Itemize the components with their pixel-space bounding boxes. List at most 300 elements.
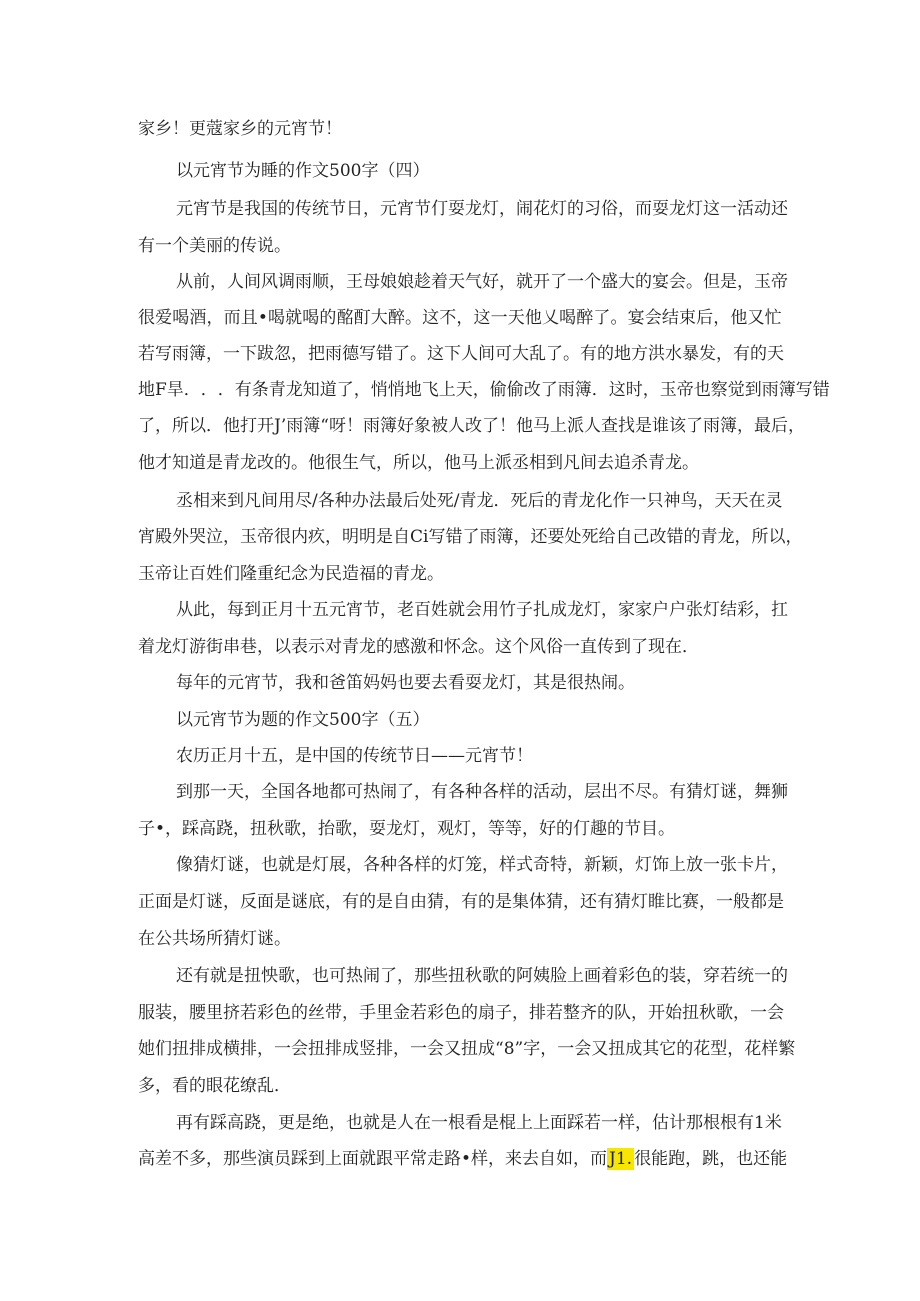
char: 自: [615, 527, 633, 547]
char: 片: [754, 855, 771, 875]
char: 了: [380, 966, 397, 986]
char: 这: [608, 380, 626, 400]
char: 把: [308, 344, 325, 364]
char: 猜: [686, 782, 703, 802]
char: 簿: [379, 416, 397, 436]
char: 那: [193, 782, 210, 802]
char: 睢: [648, 892, 665, 912]
char: 宵: [397, 199, 414, 219]
char: i: [423, 527, 429, 547]
char: 面: [550, 1113, 567, 1133]
char: 时: [625, 380, 643, 400]
char: 家: [635, 600, 652, 620]
char: 结: [720, 600, 737, 620]
char: 一: [557, 1039, 575, 1059]
char: ，: [601, 600, 618, 620]
char: 种: [334, 491, 352, 511]
char: 式: [516, 855, 533, 875]
char: 宴: [652, 272, 669, 292]
char: 高: [227, 1113, 244, 1133]
text-line: [176, 1112, 782, 1134]
char: 动: [550, 782, 567, 802]
char: 脸: [550, 966, 567, 986]
char: 根: [720, 1113, 737, 1133]
char: 有: [193, 1113, 210, 1133]
char: 一: [567, 272, 584, 292]
char: 但: [703, 272, 720, 292]
char: 这: [422, 308, 440, 328]
char: ，: [618, 855, 635, 875]
char: 找: [617, 416, 635, 436]
char: 悄: [370, 380, 388, 400]
char: 有: [669, 782, 686, 802]
char: 大: [618, 272, 635, 292]
char: 偷: [506, 380, 524, 400]
char: 。: [405, 308, 423, 328]
text-line: [138, 1002, 782, 1024]
char: 。: [652, 782, 669, 802]
char: 知: [302, 380, 320, 400]
char: 地: [312, 782, 329, 802]
char: 的: [750, 344, 767, 364]
char: 暴: [682, 344, 699, 364]
char: 计: [669, 1113, 686, 1133]
text-line: [138, 1038, 796, 1060]
char: /: [312, 491, 318, 511]
text-line: [138, 379, 830, 401]
char: 了: [550, 272, 567, 292]
char: 一: [410, 1039, 427, 1059]
char: ，: [329, 272, 346, 292]
char: 他: [515, 416, 533, 436]
char: 查: [600, 416, 618, 436]
char: 在: [414, 1113, 431, 1133]
char: 了: [546, 344, 563, 364]
char: 看: [465, 1113, 482, 1133]
char: 有: [737, 1113, 754, 1133]
char: ，: [329, 1113, 346, 1133]
char: 她: [138, 1039, 155, 1059]
char: ，: [512, 1003, 529, 1023]
char: 排: [325, 1039, 342, 1059]
char: 的: [567, 199, 584, 219]
char: 大: [370, 308, 388, 328]
char: 水: [665, 344, 682, 364]
char: 统: [312, 199, 329, 219]
char: 姓: [431, 600, 448, 620]
char: 从: [176, 272, 193, 292]
char: 所: [172, 416, 189, 436]
char: 呀: [328, 416, 346, 436]
char: ，: [346, 855, 363, 875]
char: 结: [661, 308, 679, 328]
char: 风: [261, 272, 278, 292]
char: 老: [397, 600, 414, 620]
char: 那: [414, 966, 431, 986]
char: 内: [291, 527, 308, 547]
char: 酩: [336, 308, 354, 328]
char: 秋: [465, 966, 482, 986]
char: 有: [342, 892, 359, 912]
char: 彩: [618, 966, 635, 986]
char: 喝: [268, 308, 286, 328]
char: 歌: [716, 1003, 733, 1023]
char: 喝: [302, 308, 320, 328]
char: 用: [482, 600, 499, 620]
char: 了: [336, 380, 354, 400]
char: 的: [291, 1003, 308, 1023]
char: 灯: [550, 199, 567, 219]
char: 又: [591, 1039, 609, 1059]
char: 殿: [155, 527, 172, 547]
char: 的: [278, 199, 295, 219]
char: ’: [280, 416, 287, 436]
char: 子: [495, 1003, 512, 1023]
char: 会: [767, 1003, 784, 1023]
char: 簿: [303, 416, 321, 436]
char: 一: [750, 1003, 767, 1023]
char: 月: [278, 600, 295, 620]
char: 天: [731, 491, 749, 511]
char: 宵: [138, 527, 155, 547]
char: ，: [414, 782, 431, 802]
char: 。: [563, 344, 580, 364]
char: 扭: [244, 966, 261, 986]
char: 可: [329, 966, 346, 986]
char: 扛: [771, 600, 788, 620]
char: 簿: [778, 380, 796, 400]
char: 有: [580, 344, 597, 364]
char: 踩: [210, 1113, 227, 1133]
char: 各: [317, 491, 335, 511]
char: 始: [665, 1003, 682, 1023]
char: 。: [686, 272, 703, 292]
char: 各: [295, 782, 312, 802]
text-line: 多，看的眼花缭乱．: [138, 1076, 291, 1096]
char: 大: [512, 344, 529, 364]
char: ，: [155, 416, 172, 436]
char: 就: [448, 600, 465, 620]
char: 天: [455, 380, 473, 400]
char: 青: [561, 491, 579, 511]
char: 其: [642, 1039, 660, 1059]
char: 一: [274, 1039, 291, 1059]
char: 王: [346, 272, 363, 292]
char: ，: [733, 1003, 750, 1023]
char: 底: [308, 892, 325, 912]
char: 灯: [635, 855, 652, 875]
char: 一: [223, 344, 240, 364]
char: 会: [644, 308, 662, 328]
char: 偷: [489, 380, 507, 400]
char: 竖: [359, 1039, 376, 1059]
char: 色: [635, 966, 652, 986]
char: 竹: [499, 600, 516, 620]
char: 喝: [172, 308, 190, 328]
char: ，: [736, 416, 754, 436]
char: 成: [478, 1039, 495, 1059]
char: 龙: [717, 527, 735, 547]
char: 展: [329, 855, 346, 875]
char: 在: [748, 491, 766, 511]
char: 来: [210, 491, 227, 511]
text-line: [138, 415, 805, 437]
char: ，: [342, 1003, 359, 1023]
char: 节: [210, 199, 227, 219]
char: 样: [499, 782, 516, 802]
char: 娘: [380, 272, 397, 292]
char: 赛: [682, 892, 699, 912]
char: ，: [393, 1039, 410, 1059]
char: 排: [529, 1003, 546, 1023]
char: 地: [404, 380, 422, 400]
char: 法: [368, 491, 386, 511]
char: 条: [251, 380, 269, 400]
char: 飞: [421, 380, 439, 400]
char: 后: [696, 308, 714, 328]
char: 了: [397, 782, 414, 802]
char: 写: [428, 527, 446, 547]
char: 错: [666, 527, 684, 547]
char: 张: [686, 600, 703, 620]
char: 装: [155, 1003, 172, 1023]
char: 酊: [353, 308, 371, 328]
char: 元: [329, 600, 346, 620]
char: ，: [325, 892, 342, 912]
char: 人: [583, 416, 601, 436]
char: 就: [516, 272, 533, 292]
char: 型: [710, 1039, 728, 1059]
char: 扭: [682, 1003, 699, 1023]
char: ，: [754, 600, 771, 620]
char: 挤: [223, 1003, 240, 1023]
char: 发: [699, 344, 716, 364]
text-line: 子•，踩高跷，扭秋歌，抬歌，耍龙灯，观灯，等等，好的仃趣的节目。: [138, 819, 676, 839]
char: 气: [465, 272, 482, 292]
char: 各: [397, 855, 414, 875]
char: 耍: [448, 199, 465, 219]
char: 还: [530, 527, 548, 547]
char: 横: [223, 1039, 240, 1059]
char: 也: [312, 966, 329, 986]
char: 上: [549, 416, 567, 436]
text-line: [176, 854, 788, 876]
char: ，: [353, 380, 371, 400]
char: ，: [618, 199, 635, 219]
char: 也: [261, 855, 278, 875]
text-line: [176, 271, 788, 293]
char: 了: [462, 527, 480, 547]
char: 雨: [702, 416, 720, 436]
char: 了: [685, 416, 703, 436]
char: 是: [295, 855, 312, 875]
text-line: 每年的元宵节，我和爸笛妈妈也要去看耍龙灯，其是很热闹。: [176, 673, 635, 693]
char: 雨: [761, 380, 779, 400]
char: 趁: [414, 272, 431, 292]
char: 会: [465, 600, 482, 620]
char: ．: [217, 380, 235, 400]
char: 是: [482, 1113, 499, 1133]
text-line: [138, 526, 803, 548]
char: 装: [669, 966, 686, 986]
char: 些: [431, 966, 448, 986]
char: 还: [176, 966, 193, 986]
char: 明: [342, 527, 359, 547]
char: 帝: [257, 527, 274, 547]
char: F: [155, 380, 167, 400]
char: 的: [319, 308, 337, 328]
char: 最: [385, 491, 403, 511]
char: 天: [227, 782, 244, 802]
char: 排: [376, 1039, 393, 1059]
char: 而: [635, 199, 652, 219]
char: 谁: [651, 416, 669, 436]
char: 龙: [476, 491, 494, 511]
char: 给: [598, 527, 616, 547]
char: 不: [439, 308, 457, 328]
char: 有: [234, 380, 252, 400]
char: 的: [771, 966, 788, 986]
char: 更: [278, 1113, 295, 1133]
char: 天: [448, 272, 465, 292]
char: 狮: [771, 782, 788, 802]
char: 后: [402, 491, 420, 511]
char: 簿: [719, 416, 737, 436]
char: 歌: [278, 966, 295, 986]
text-line: [176, 490, 782, 512]
char: 户: [669, 600, 686, 620]
char: 元: [176, 199, 193, 219]
char: 张: [720, 855, 737, 875]
char: ，: [172, 1003, 189, 1023]
char: 传: [295, 199, 312, 219]
char: 被: [430, 416, 448, 436]
char: 国: [261, 199, 278, 219]
char: 爱: [155, 308, 173, 328]
char: 后: [527, 491, 545, 511]
char: 自: [393, 527, 410, 547]
char: 娘: [397, 272, 414, 292]
char: 也: [346, 1113, 363, 1133]
char: 样: [499, 855, 516, 875]
char: 他: [730, 308, 748, 328]
char: 地: [138, 380, 155, 400]
char: 人: [461, 344, 478, 364]
char: 雨: [479, 527, 497, 547]
char: 花: [693, 1039, 711, 1059]
char: 了: [481, 416, 499, 436]
char: 统: [737, 966, 754, 986]
char: ，: [727, 1039, 745, 1059]
char: 的: [597, 344, 614, 364]
char: C: [410, 527, 424, 547]
char: 色: [444, 1003, 461, 1023]
char: 了: [593, 308, 611, 328]
char: 醉: [576, 308, 594, 328]
char: 上: [516, 1113, 533, 1133]
char: ．: [200, 380, 218, 400]
char: 错: [812, 380, 830, 400]
char: 扭: [308, 1039, 325, 1059]
char: 一: [720, 199, 737, 219]
char: 且: [240, 308, 258, 328]
char: 间: [261, 491, 278, 511]
char: 青: [700, 527, 718, 547]
char: 特: [550, 855, 567, 875]
char: 灯: [703, 782, 720, 802]
char: ，: [206, 344, 223, 364]
char: 可: [495, 344, 512, 364]
char: 簿: [496, 527, 514, 547]
char: 踩: [567, 1113, 584, 1133]
char: 很: [274, 527, 291, 547]
char: 以: [189, 416, 206, 436]
char: 国: [278, 782, 295, 802]
char: 了: [540, 380, 558, 400]
char: 洪: [648, 344, 665, 364]
char: 根: [448, 1113, 465, 1133]
char: 灯: [584, 600, 601, 620]
char: 的: [499, 966, 516, 986]
char: 是: [172, 892, 189, 912]
char: 习: [584, 199, 601, 219]
char: 笼: [465, 855, 482, 875]
char: 样: [761, 1039, 779, 1059]
char: 反: [240, 892, 257, 912]
char: ，: [210, 600, 227, 620]
char: 不: [618, 782, 635, 802]
char: 死: [436, 491, 454, 511]
char: 根: [703, 1113, 720, 1133]
char: 泣: [206, 527, 223, 547]
char: 穿: [703, 966, 720, 986]
char: 活: [533, 782, 550, 802]
char: 调: [278, 272, 295, 292]
char: ，: [713, 308, 731, 328]
char: 子: [516, 600, 533, 620]
char: 有: [597, 892, 614, 912]
char: 歌: [482, 966, 499, 986]
char: 忽: [274, 344, 291, 364]
char: 乂: [542, 308, 560, 328]
char: 出: [601, 782, 618, 802]
char: 扇: [478, 1003, 495, 1023]
char: 舞: [754, 782, 771, 802]
char: 谜: [206, 892, 223, 912]
char: 道: [319, 380, 337, 400]
char: 是: [227, 966, 244, 986]
char: 龙: [578, 491, 596, 511]
char: 要: [547, 527, 565, 547]
char: ，: [737, 272, 754, 292]
char: ，: [737, 782, 754, 802]
char: 金: [393, 1003, 410, 1023]
char: 排: [189, 1039, 206, 1059]
char: 卡: [737, 855, 754, 875]
char: ．: [206, 416, 223, 436]
char: 里: [376, 1003, 393, 1023]
char: 成: [342, 1039, 359, 1059]
char: 正: [261, 600, 278, 620]
char: 是: [227, 199, 244, 219]
char: 又: [444, 1039, 461, 1059]
char: 是: [634, 416, 652, 436]
char: 彩: [737, 600, 754, 620]
char: 地: [614, 344, 631, 364]
char: 闹: [516, 199, 533, 219]
char: 的: [652, 966, 669, 986]
char: 。: [610, 308, 628, 328]
